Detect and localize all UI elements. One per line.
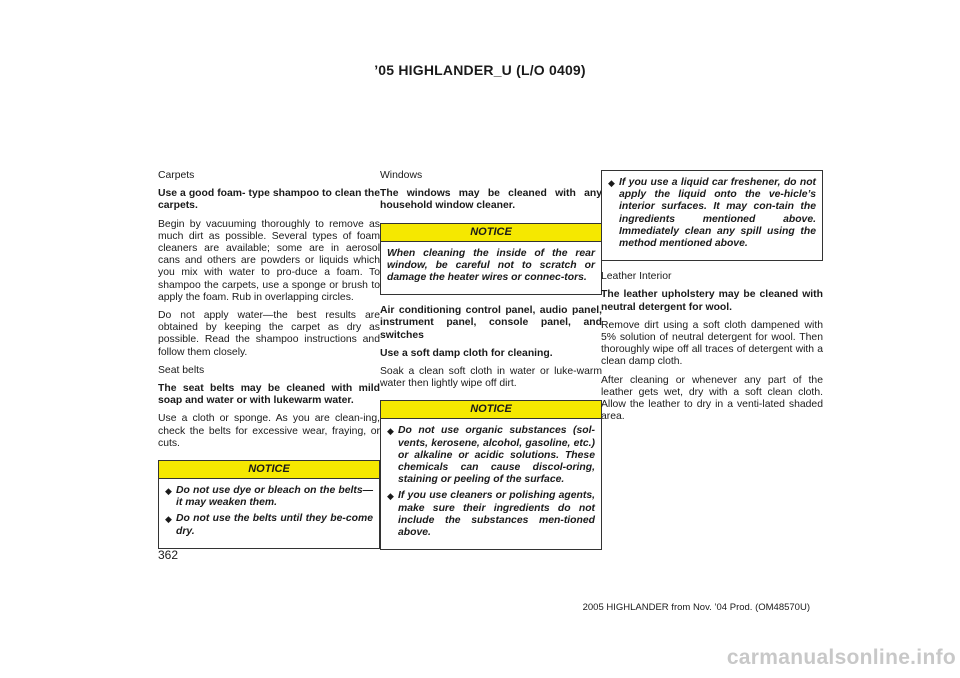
notice-box-seat-belts xyxy=(158,460,380,549)
ac-panel-instruction: Use a soft damp cloth for cleaning. xyxy=(380,347,553,359)
ac-panel-paragraph: Soak a clean soft cloth in water or luke-warm water then lightly wipe off dirt. xyxy=(380,366,602,390)
column-2 xyxy=(380,170,602,560)
seat-belts-paragraph: Use a cloth or sponge. As you are clean-ing, check the belts for excessive wear, fraying, or cuts. xyxy=(158,413,380,449)
page-footer: 2005 HIGHLANDER from Nov. ’04 Prod. (OM48570U) xyxy=(582,602,810,613)
notice-item-text: If you use cleaners or polishing agents, make sure their ingredients do not include the substances men-tioned above. xyxy=(398,490,595,539)
notice-body xyxy=(602,171,822,260)
notice-box-freshener xyxy=(601,170,823,261)
carpets-paragraph-2: Do not apply water—the best results are obtained by keeping the carpet as dry as possible. Read the shampoo instructions and follow them closely. xyxy=(158,310,380,358)
notice-title: NOTICE xyxy=(159,461,379,479)
notice-item-text: Do not use the belts until they be-come dry. xyxy=(176,513,373,537)
notice-box-panels xyxy=(380,400,602,550)
seat-belts-heading: Seat belts xyxy=(158,364,205,376)
notice-item xyxy=(165,513,373,537)
watermark-text: carmanualsonline.info xyxy=(726,646,956,669)
notice-title: NOTICE xyxy=(381,401,601,419)
diamond-bullet-icon: ◆ xyxy=(165,486,172,497)
notice-item-text: Do not use organic substances (sol-vents, kerosene, alcohol, gasoline, etc.) or alkaline or acidic solutions. These chemicals can cause discol-oring, staining or peeling of the surface. xyxy=(398,425,595,486)
notice-body xyxy=(381,419,601,549)
page-number: 362 xyxy=(158,548,179,562)
column-1 xyxy=(158,170,380,559)
leather-paragraph-1: Remove dirt using a soft cloth dampened with 5% solution of neutral detergent for wool. Then thoroughly wipe off all traces of detergent with a clean damp cloth. xyxy=(601,319,823,368)
notice-text: When cleaning the inside of the rear window, be careful not to scratch or damage the heater wires or connec-tors. xyxy=(387,247,595,284)
windows-instruction: The windows may be cleaned with any household window cleaner. xyxy=(380,188,602,212)
carpets-heading: Carpets xyxy=(158,170,195,181)
notice-item xyxy=(387,490,595,539)
notice-box-windows xyxy=(380,223,602,296)
diamond-bullet-icon: ◆ xyxy=(387,426,394,437)
diamond-bullet-icon: ◆ xyxy=(387,491,394,502)
notice-item-text: Do not use dye or bleach on the belts—it may weaken them. xyxy=(176,485,373,509)
carpets-paragraph-1: Begin by vacuuming thoroughly to remove as much dirt as possible. Several types of foam cleaners are available; some are in aerosol cans and others are powders or liquids which you mix with water to pro-duce a foam. To shampoo the carpets, use a sponge or brush to apply the foam. Rub in overlapping circles. xyxy=(158,218,380,303)
column-3 xyxy=(601,170,823,429)
carpets-instruction: Use a good foam- type shampoo to clean the carpets. xyxy=(158,188,380,212)
notice-body xyxy=(381,242,601,295)
notice-item xyxy=(387,425,595,486)
notice-body xyxy=(159,479,379,548)
notice-item-text: If you use a liquid car freshener, do not apply the liquid onto the ve-hicle’s interior surfaces. It may con-tain the ingredients mentioned above. Immediately clean any spill using the method mentioned above. xyxy=(619,177,816,250)
leather-heading: Leather Interior xyxy=(601,271,672,283)
ac-panel-heading: Air conditioning control panel, audio panel, instrument panel, console panel, and switches xyxy=(380,305,602,341)
leather-instruction: The leather upholstery may be cleaned with neutral detergent for wool. xyxy=(601,289,823,313)
windows-heading: Windows xyxy=(380,170,423,181)
diamond-bullet-icon: ◆ xyxy=(608,178,615,188)
leather-paragraph-2: After cleaning or whenever any part of the leather gets wet, dry with a soft clean cloth. Allow the leather to dry in a venti-lated shaded area. xyxy=(601,374,823,423)
page-header: ’05 HIGHLANDER_U (L/O 0409) xyxy=(374,62,586,78)
notice-item xyxy=(608,177,816,250)
diamond-bullet-icon: ◆ xyxy=(165,514,172,525)
notice-title: NOTICE xyxy=(381,224,601,242)
notice-item xyxy=(165,485,373,509)
seat-belts-instruction: The seat belts may be cleaned with mild soap and water or with lukewarm water. xyxy=(158,383,380,407)
